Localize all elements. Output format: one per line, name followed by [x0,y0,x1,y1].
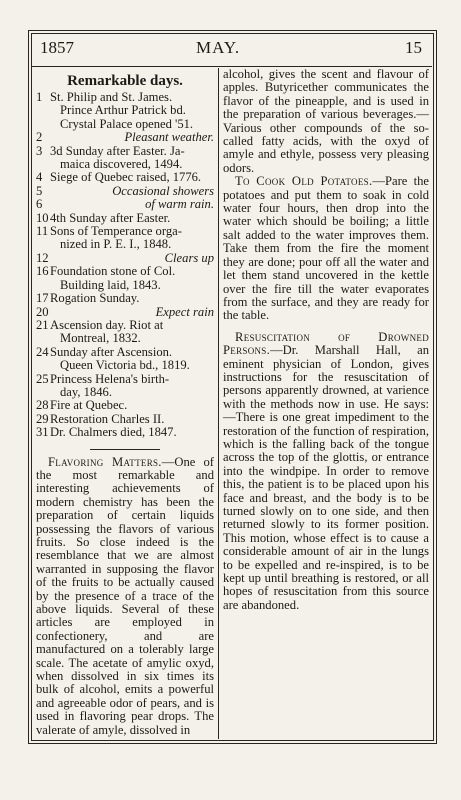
calendar-event: Siege of Quebec raised, 1776. [50,170,202,185]
calendar-row [36,292,214,305]
article-body: —One of the most remarkable and interesting achievements of modern chemistry has been the preparation of certain liquids possessing the flavors of various fruits. So close indeed is the resemblance that we are almost warranted in supposing the flavor of the fruits to be actually caused by the presence of a trace of the above liquids. Several of these articles are employed in confectionery, and are manufactured on a tolerably large scale. The acetate of amylic oxyd, when dissolved in six times its bulk of alcohol, emits a powerful and agreeable odor of pears, and is used in flavoring pear drops. The valerate of amyle, dissolved in [36,454,214,737]
calendar-row [36,413,214,426]
calendar-row [36,171,214,184]
calendar-row [36,104,214,117]
article-potatoes [223,175,429,322]
calendar-day: 16 [36,264,49,279]
calendar-row [36,225,214,238]
left-column [36,68,214,737]
calendar-day [36,386,50,399]
calendar-day: 11 [36,224,49,239]
calendar-row [36,91,214,104]
calendar-day: 3 [36,143,43,158]
calendar-event: Ascension day. Riot at [50,317,164,332]
column-divider [218,68,219,739]
calendar-row [36,252,214,265]
calendar-event: Queen Victoria bd., 1819. [60,358,190,373]
calendar-event: of warm rain. [145,197,214,212]
calendar-row [36,131,214,144]
article-body: —Dr. Marshall Hall, an eminent physician of London, gives instructions for the resuscitation of persons apparently drowned, at varience with the methods now in use. He says:—There is one great impediment to the restoration of the function of respiration, which is the falling back of the tongue across the top of the glottis, or entrance into the windpipe. In order to remove this, the patient is to be placed upon his face and breast, and the body is to be turned slowly on to one side, and then returned slowly to its former position. This motion, whose effect is to cause a considerable amount of air in the lungs to be expelled and re-inspired, is to be kept up until breathing is restored, or all hopes of resuscitation from this source are abandoned. [223,343,429,612]
calendar-row [36,386,214,399]
calendar-day: 31 [36,425,49,440]
calendar-title: Remarkable days. [67,73,183,89]
calendar-row [36,185,214,198]
calendar-event: Montreal, 1832. [60,331,141,346]
calendar-event: Rogation Sunday. [50,291,140,306]
calendar-day: 29 [36,411,49,426]
calendar-event: Building laid, 1843. [60,277,161,292]
calendar-event: St. Philip and St. James. [50,90,173,104]
calendar-row [36,359,214,372]
article-resuscitation [223,331,429,613]
calendar-row [36,426,214,439]
article-heading: To Cook Old Potatoes. [235,174,373,189]
calendar-day: 28 [36,398,49,413]
calendar-event: Occasional showers [112,183,214,198]
calendar-row [36,332,214,345]
calendar-event: Expect rain [155,304,214,319]
calendar-row [36,198,214,211]
article-flavoring [36,456,214,738]
calendar-day: 2 [36,130,43,145]
calendar-event: Dr. Chalmers died, 1847. [50,425,177,440]
header-year: 1857 [40,38,74,57]
calendar-day: 6 [36,197,43,212]
calendar-event: Fire at Quebec. [50,398,128,413]
calendar-event: Prince Arthur Patrick bd. [60,103,186,118]
calendar-event: Clears up [164,250,214,265]
calendar-row [36,319,214,332]
calendar-row [36,145,214,158]
calendar-list [36,91,214,440]
calendar-event: Sunday after Ascension. [50,344,173,359]
calendar-row [36,279,214,292]
article-flavoring-continued: alcohol, gives the scent and flavour of apples. Butyricether communicates the flavor of the pineapple, and is used in the preparation of various beverages.—Various other compounds of the so-called fatty acids, with the oxyd of amyle and ethyle, possess very pleasing odors. [223,67,429,175]
page-header [36,38,428,64]
calendar-event: Pleasant weather. [124,130,214,145]
article-heading: Flavoring Matters. [48,454,162,469]
calendar-row [36,373,214,386]
calendar-event: Princess Helena's birth- [50,371,170,386]
article-heading: Resuscitation of Drowned Persons. [223,329,429,358]
calendar-row [36,118,214,131]
calendar-day: 10 [36,210,49,225]
article-body: —Pare the potatoes and put them to soak in cold water four hours, then drop into the water which should be boiling; a little salt added to the water improves them. Take them from the fire the moment they are done; pour off all the water and let them stand uncovered in the kettle over the fire till the water evaporates from the surface, and they are ready for the table. [223,174,429,323]
calendar-day: 4 [36,170,43,185]
calendar-row [36,346,214,359]
calendar-event: Sons of Temperance orga- [50,224,182,239]
calendar-event: Restoration Charles II. [50,411,165,426]
calendar-day: 5 [36,183,43,198]
calendar-event: 3d Sunday after Easter. Ja- [50,143,185,158]
header-page-number: 15 [405,38,422,57]
calendar-row [36,212,214,225]
calendar-event: nized in P. E. I., 1848. [60,237,172,252]
calendar-row [36,238,214,251]
calendar-day: 1 [36,90,43,104]
calendar-day: 25 [36,371,49,386]
calendar-event: day, 1846. [60,384,112,399]
calendar-day: 12 [36,250,49,265]
calendar-day: 21 [36,317,49,332]
calendar-event: Foundation stone of Col. [50,264,176,279]
calendar-day: 24 [36,344,49,359]
calendar-day [36,332,50,345]
header-month: MAY. [196,38,241,57]
right-column [223,68,429,612]
calendar-row [36,265,214,278]
calendar-event: Crystal Palace opened '51. [60,116,194,131]
calendar-event: 4th Sunday after Easter. [50,210,171,225]
calendar-day: 20 [36,304,49,319]
calendar-day [36,238,50,251]
section-rule [90,449,160,450]
calendar-day [36,158,50,171]
calendar-day [36,279,50,292]
calendar-day [36,104,50,117]
calendar-day [36,359,50,372]
calendar-day [36,118,50,131]
calendar-day: 17 [36,291,49,306]
calendar-row [36,306,214,319]
calendar-row [36,158,214,171]
calendar-row [36,399,214,412]
calendar-event: maica discovered, 1494. [60,157,183,172]
